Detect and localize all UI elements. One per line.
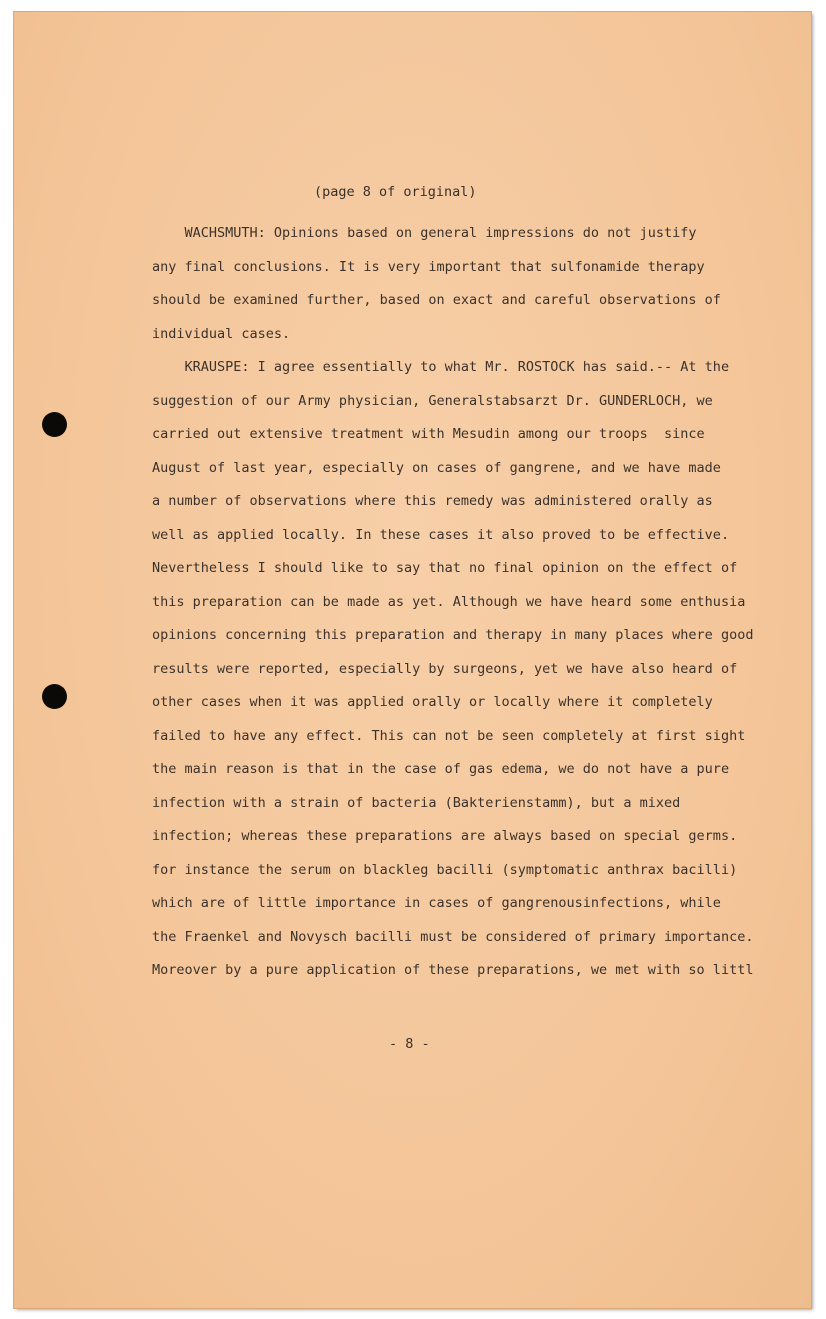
document-page [14,12,811,1308]
page-number: - 8 - [389,1036,430,1052]
text-line: a number of observations where this remedy was administered orally as [152,493,713,509]
text-line: the Fraenkel and Novysch bacilli must be considered of primary importance. [152,928,754,945]
text-line: the main reason is that in the case of gas edema, we do not have a pure [152,761,730,777]
text-line: results were reported, especially by surgeons, yet we have also heard of [152,660,738,677]
punch-hole-icon [42,684,67,709]
page-heading: (page 8 of original) [314,184,477,200]
text-line: infection with a strain of bacteria (Bakterienstamm), but a mixed [152,794,681,811]
text-line: well as applied locally. In these cases it also proved to be effective. [152,526,730,543]
text-line: KRAUSPE: I agree essentially to what Mr. ROSTOCK has said.-- At the [152,359,730,375]
text-line: August of last year, especially on cases of gangrene, and we have made [152,459,721,476]
text-line: any final conclusions. It is very important that sulfonamide therapy [152,258,705,275]
punch-hole-icon [42,412,67,437]
text-line: Moreover by a pure application of these preparations, we met with so littl [152,962,754,978]
text-line: suggestion of our Army physician, Generalstabsarzt Dr. GUNDERLOCH, we [152,392,713,409]
text-line: individual cases. [152,325,291,342]
body-text [152,217,792,988]
text-line: this preparation can be made as yet. Although we have heard some enthusia [152,593,746,610]
text-line: which are of little importance in cases of gangrenousinfections, while [152,895,721,911]
text-line: for instance the serum on blackleg bacilli (symptomatic anthrax bacilli) [152,861,738,878]
text-line: other cases when it was applied orally or locally where it completely [152,694,713,710]
text-line: should be examined further, based on exact and careful observations of [152,292,721,308]
text-line: infection; whereas these preparations are always based on special germs. [152,828,738,844]
text-line: Nevertheless I should like to say that no final opinion on the effect of [152,560,738,576]
text-line: WACHSMUTH: Opinions based on general impressions do not justify [152,225,697,241]
text-line: failed to have any effect. This can not be seen completely at first sight [152,727,746,744]
text-line: carried out extensive treatment with Mesudin among our troops since [152,426,705,442]
text-line: opinions concerning this preparation and therapy in many places where good [152,627,754,643]
